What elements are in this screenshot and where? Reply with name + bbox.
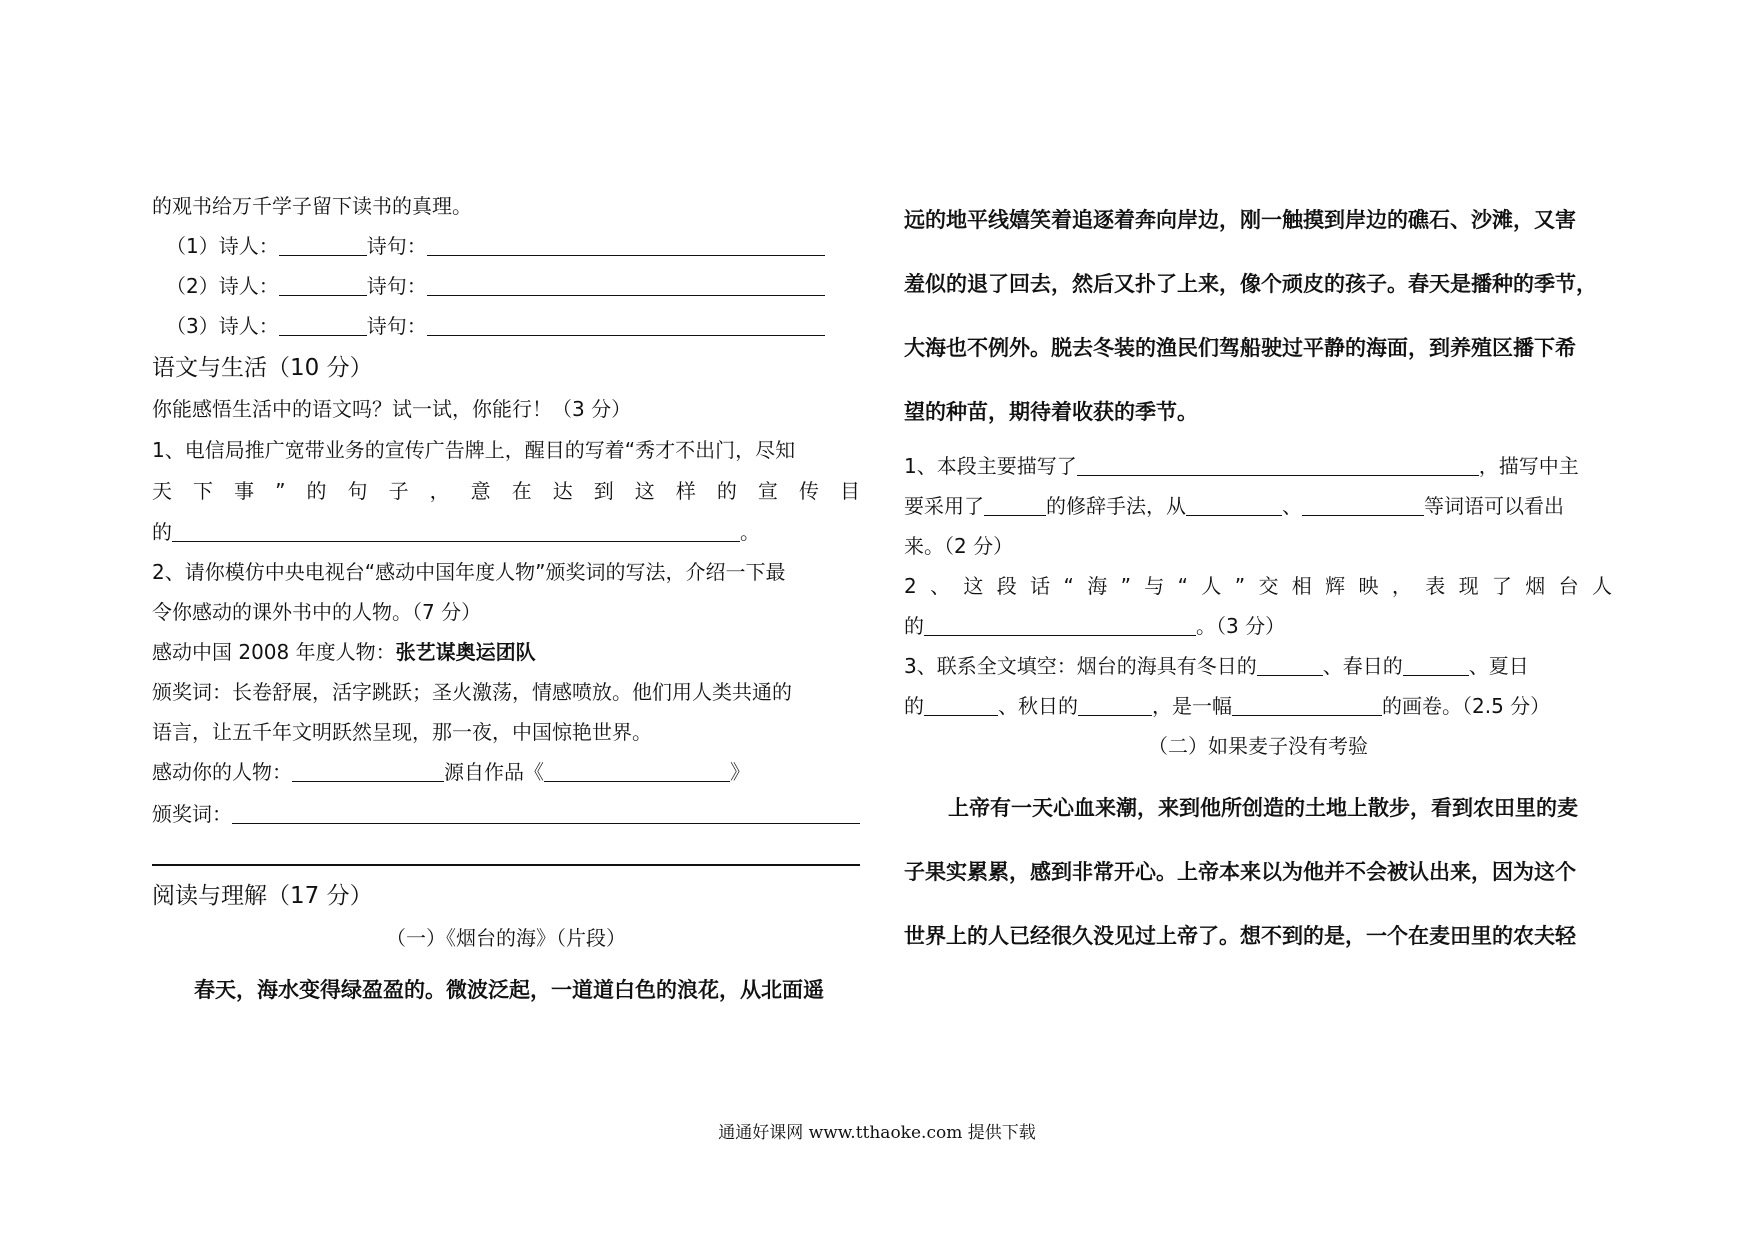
example-line: 感动中国 2008 年度人物：张艺谋奥运团队 [152,640,536,664]
footer-credit: 通通好课网 www.tthaoke.com 提供下载 [718,1123,1036,1143]
poet-row-3: （3）诗人： 诗句： [166,312,825,340]
rq1-blank-rhetoric[interactable] [984,493,1046,516]
person-line: 感动你的人物： 源自作品《 》 [152,760,750,784]
poet-blank-2[interactable] [279,273,367,296]
rq1-blank-word2[interactable] [1302,493,1424,516]
intro-tail: 的观书给万千学子留下读书的真理。 [152,194,472,218]
source-blank[interactable] [544,759,730,782]
passage1-line1: 春天，海水变得绿盈盈的。微波泛起，一道道白色的浪花，从北面遥 [194,978,824,1002]
verse-blank-2[interactable] [427,273,825,296]
q2-line1: 2、请你模仿中央电视台“感动中国年度人物”颁奖词的写法，介绍一下最 [152,560,786,584]
rq1-line2: 要采用了 的修辞手法，从 、 等词语可以看出 [904,494,1564,518]
section-title-reading: 阅读与理解（17 分） [152,883,373,909]
rq3-line2: 的 、秋日的 ，是一幅 的画卷。（2.5 分） [904,694,1551,718]
rq1-line1: 1、本段主要描写了 ，描写中主 [904,454,1579,478]
person-blank[interactable] [292,759,444,782]
verse-blank-1[interactable] [427,233,825,256]
award-write-line: 颁奖词： [152,800,860,828]
rq1-blank-word1[interactable] [1186,493,1282,516]
section-prompt: 你能感悟生活中的语文吗？试一试，你能行！（3 分） [152,397,632,421]
rq2-line1: 2、这段话“海”与“人”交相辉映，表现了烟台人 [904,574,1612,598]
passage2-line1: 上帝有一天心血来潮，来到他所创造的土地上散步，看到农田里的麦 [948,796,1578,820]
rq3-blank-spring[interactable] [1403,653,1469,676]
rq3-blank-winter[interactable] [1257,653,1323,676]
passage1-title: （一）《烟台的海》（片段） [386,926,626,950]
award-line2: 语言，让五千年文明跃然呈现，那一夜，中国惊艳世界。 [152,720,652,744]
rq1-blank-content[interactable] [1077,453,1479,476]
rq1-line3: 来。（2 分） [904,534,1014,558]
verse-blank-3[interactable] [427,313,825,336]
q1-answer-blank[interactable] [172,519,740,542]
poet-row-1: （1）诗人： 诗句： [166,232,825,260]
passage1-line3: 羞似的退了回去，然后又扑了上来，像个顽皮的孩子。春天是播种的季节， [904,272,1597,296]
q1-line3: 的 。 [152,520,760,544]
passage2-line3: 世界上的人已经很久没见过上帝了。想不到的是，一个在麦田里的农夫轻 [904,924,1576,948]
passage1-line4: 大海也不例外。脱去冬装的渔民们驾船驶过平静的海面，到养殖区播下希 [904,336,1576,360]
rq3-blank-autumn[interactable] [1078,693,1152,716]
q2-line2: 令你感动的课外书中的人物。（7 分） [152,600,482,624]
section-title-life: 语文与生活（10 分） [152,355,373,381]
award-blank-2[interactable] [152,864,860,866]
poet-blank-1[interactable] [279,233,367,256]
rq3-blank-summer[interactable] [924,693,998,716]
passage2-title: （二）如果麦子没有考验 [1148,734,1368,758]
rq3-line1: 3、联系全文填空：烟台的海具有冬日的 、春日的 、夏日 [904,654,1529,678]
award-line1: 颁奖词：长卷舒展，活字跳跃；圣火激荡，情感喷放。他们用人类共通的 [152,680,792,704]
passage1-line2: 远的地平线嬉笑着追逐着奔向岸边，刚一触摸到岸边的礁石、沙滩，又害 [904,208,1576,232]
poet-row-2: （2）诗人： 诗句： [166,272,825,300]
poet-blank-3[interactable] [279,313,367,336]
passage1-line5: 望的种苗，期待着收获的季节。 [904,400,1198,424]
rq2-blank[interactable] [924,613,1196,636]
q1-line2: 天下事”的句子，意在达到这样的宣传目 [152,479,860,503]
rq3-blank-scroll[interactable] [1232,693,1382,716]
passage2-line2: 子果实累累，感到非常开心。上帝本来以为他并不会被认出来，因为这个 [904,860,1576,884]
q1-line1: 1、电信局推广宽带业务的宣传广告牌上，醒目的写着“秀才不出门，尽知 [152,438,796,462]
example-name: 张艺谋奥运团队 [395,640,536,664]
award-blank[interactable] [232,801,860,824]
rq2-line2: 的 。（3 分） [904,614,1286,638]
